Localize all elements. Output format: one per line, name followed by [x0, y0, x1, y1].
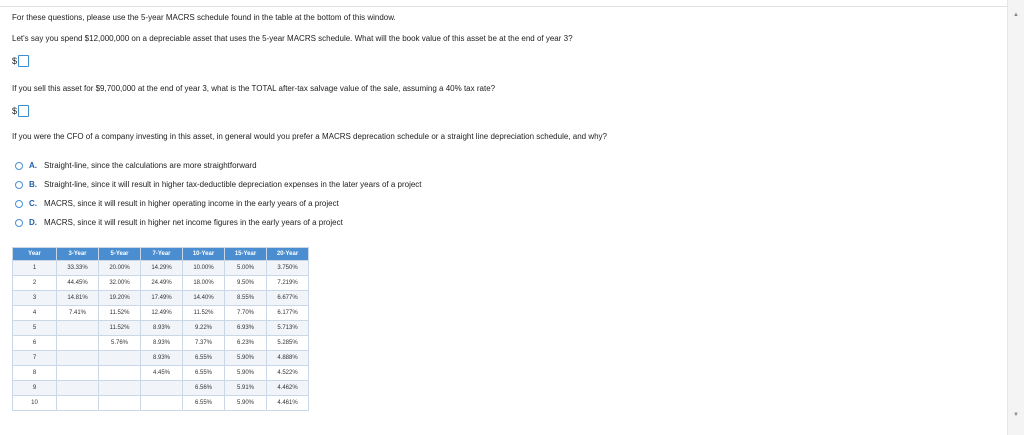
radio-icon[interactable] — [15, 162, 23, 170]
header-cell: 20-Year — [267, 248, 309, 261]
table-cell: 3.750% — [267, 261, 309, 276]
table-cell: 5.90% — [225, 396, 267, 411]
table-cell — [57, 366, 99, 381]
dollar-prefix: $ — [12, 56, 18, 66]
table-cell: 14.40% — [183, 291, 225, 306]
table-cell — [57, 321, 99, 336]
answer-1-input[interactable] — [18, 55, 29, 67]
header-cell: 5-Year — [99, 248, 141, 261]
option-text: Straight-line, since the calculations are more straightforward — [44, 161, 257, 170]
header-cell: 7-Year — [141, 248, 183, 261]
table-cell: 7.37% — [183, 336, 225, 351]
table-cell: 5 — [13, 321, 57, 336]
question-3-text: If you were the CFO of a company investing in this asset, in general would you prefer a MACRS deprecation schedule or a straight line depreciation schedule, and why? — [12, 132, 607, 141]
answer-2-input[interactable] — [18, 105, 29, 117]
table-cell: 44.45% — [57, 276, 99, 291]
table-cell: 4.888% — [267, 351, 309, 366]
table-row — [13, 291, 309, 306]
table-cell: 20.00% — [99, 261, 141, 276]
header-cell: 10-Year — [183, 248, 225, 261]
table-header-row — [13, 248, 309, 261]
table-cell: 8 — [13, 366, 57, 381]
table-cell: 5.91% — [225, 381, 267, 396]
table-row — [13, 276, 309, 291]
answer-2-row — [12, 105, 29, 117]
vertical-scrollbar[interactable] — [1007, 0, 1024, 435]
macrs-table — [12, 247, 309, 411]
table-cell — [99, 351, 141, 366]
table-row — [13, 366, 309, 381]
table-cell — [141, 381, 183, 396]
question-panel — [12, 0, 1007, 435]
table-cell: 10 — [13, 396, 57, 411]
table-cell — [99, 381, 141, 396]
table-cell: 2 — [13, 276, 57, 291]
table-cell: 12.49% — [141, 306, 183, 321]
table-cell: 10.00% — [183, 261, 225, 276]
table-cell: 6.55% — [183, 366, 225, 381]
table-cell: 8.93% — [141, 321, 183, 336]
table-cell: 8.55% — [225, 291, 267, 306]
table-cell: 9.50% — [225, 276, 267, 291]
table-cell: 5.90% — [225, 351, 267, 366]
table-cell — [99, 396, 141, 411]
table-cell: 7.70% — [225, 306, 267, 321]
option-c[interactable] — [15, 199, 339, 208]
table-row — [13, 336, 309, 351]
table-cell: 11.52% — [99, 306, 141, 321]
table-cell: 17.49% — [141, 291, 183, 306]
header-cell: 15-Year — [225, 248, 267, 261]
table-cell: 33.33% — [57, 261, 99, 276]
table-cell: 18.00% — [183, 276, 225, 291]
table-cell: 5.00% — [225, 261, 267, 276]
table-cell: 7.219% — [267, 276, 309, 291]
option-a[interactable] — [15, 161, 257, 170]
table-cell: 11.52% — [183, 306, 225, 321]
table-row — [13, 306, 309, 321]
table-row — [13, 351, 309, 366]
table-cell: 32.00% — [99, 276, 141, 291]
table-cell: 9.22% — [183, 321, 225, 336]
table-cell: 4.45% — [141, 366, 183, 381]
option-text: MACRS, since it will result in higher net income figures in the early years of a project — [44, 218, 343, 227]
option-letter: B. — [29, 180, 37, 189]
table-cell: 7 — [13, 351, 57, 366]
table-cell: 5.285% — [267, 336, 309, 351]
table-cell: 4 — [13, 306, 57, 321]
table-row — [13, 321, 309, 336]
table-cell: 6.56% — [183, 381, 225, 396]
table-cell — [57, 381, 99, 396]
radio-icon[interactable] — [15, 181, 23, 189]
table-cell: 6.55% — [183, 396, 225, 411]
scroll-up-icon[interactable]: ▲ — [1013, 12, 1019, 18]
table-row — [13, 261, 309, 276]
table-cell: 19.20% — [99, 291, 141, 306]
table-cell: 5.90% — [225, 366, 267, 381]
table-cell: 5.713% — [267, 321, 309, 336]
table-cell: 6.177% — [267, 306, 309, 321]
table-cell: 4.462% — [267, 381, 309, 396]
table-cell: 14.29% — [141, 261, 183, 276]
radio-icon[interactable] — [15, 219, 23, 227]
table-row — [13, 396, 309, 411]
option-text: MACRS, since it will result in higher operating income in the early years of a project — [44, 199, 339, 208]
table-cell: 3 — [13, 291, 57, 306]
question-2-text: If you sell this asset for $9,700,000 at the end of year 3, what is the TOTAL after-tax salvage value of the sale, assuming a 40% tax rate? — [12, 84, 496, 93]
table-cell: 4.461% — [267, 396, 309, 411]
table-cell: 14.81% — [57, 291, 99, 306]
table-cell — [99, 366, 141, 381]
answer-1-row — [12, 55, 29, 67]
table-row — [13, 381, 309, 396]
table-cell: 24.49% — [141, 276, 183, 291]
radio-icon[interactable] — [15, 200, 23, 208]
table-cell: 6.55% — [183, 351, 225, 366]
table-cell: 6.677% — [267, 291, 309, 306]
table-cell: 5.76% — [99, 336, 141, 351]
table-cell: 6.23% — [225, 336, 267, 351]
option-letter: A. — [29, 161, 37, 170]
option-text: Straight-line, since it will result in higher tax-deductible depreciation expenses in the later years of a project — [44, 180, 422, 189]
question-1-text: Let's say you spend $12,000,000 on a depreciable asset that uses the 5-year MACRS schedule. What will the book value of this asset be at the end of year 3? — [12, 34, 573, 43]
header-cell: 3-Year — [57, 248, 99, 261]
option-b[interactable] — [15, 180, 422, 189]
table-cell: 9 — [13, 381, 57, 396]
table-cell — [57, 336, 99, 351]
dollar-prefix: $ — [12, 106, 18, 116]
table-cell — [57, 396, 99, 411]
table-cell: 8.93% — [141, 336, 183, 351]
table-cell: 6 — [13, 336, 57, 351]
instructions-text: For these questions, please use the 5-year MACRS schedule found in the table at the bottom of this window. — [12, 13, 396, 22]
table-cell — [141, 396, 183, 411]
table-cell — [57, 351, 99, 366]
table-cell: 6.93% — [225, 321, 267, 336]
option-d[interactable] — [15, 218, 343, 227]
table-cell: 1 — [13, 261, 57, 276]
table-cell: 8.93% — [141, 351, 183, 366]
table-cell: 11.52% — [99, 321, 141, 336]
table-cell: 4.522% — [267, 366, 309, 381]
table-cell: 7.41% — [57, 306, 99, 321]
scroll-down-icon[interactable]: ▼ — [1013, 412, 1019, 418]
option-letter: C. — [29, 199, 37, 208]
header-cell: Year — [13, 248, 57, 261]
option-letter: D. — [29, 218, 37, 227]
